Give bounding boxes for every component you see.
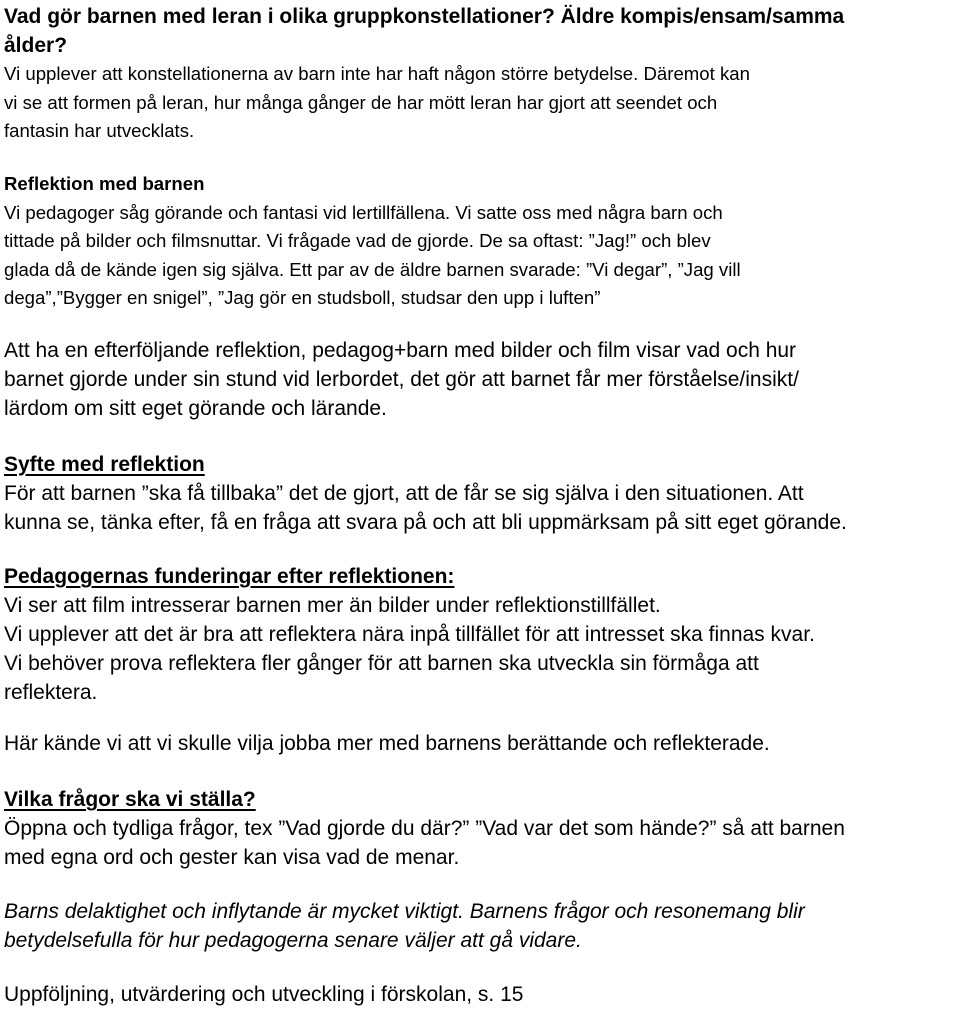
paragraph-line: fantasin har utvecklats. [4, 120, 195, 141]
paragraph-line: Att ha en efterföljande reflektion, pedagog+barn med bilder och film visar vad och hur [4, 339, 797, 362]
section-reflection-with-children [4, 170, 956, 313]
paragraph-line: kunna se, tänka efter, få en fråga att svara på och att bli uppmärksam på sitt eget görande. [4, 511, 847, 534]
paragraph-line: Vi behöver prova reflektera fler gånger för att barnen ska utveckla sin förmåga att [4, 652, 759, 675]
paragraph-line: För att barnen ”ska få tillbaka” det de gjort, att de får se sig själva i den situationen. Att [4, 482, 804, 505]
paragraph-line: Vi pedagoger såg görande och fantasi vid lertillfällena. Vi satte oss med några barn och [4, 201, 723, 223]
paragraph-line: Vi upplever att konstellationerna av barn inte har haft någon större betydelse. Däremot kan [4, 63, 750, 84]
paragraph-line: barnet gjorde under sin stund vid lerbordet, det gör att barnet får mer förståelse/insikt/ [4, 368, 799, 391]
paragraph-line: Här kände vi att vi skulle vilja jobba mer med barnens berättande och reflekterade. [4, 732, 770, 755]
educator-thoughts-heading: Pedagogernas funderingar efter reflektionen: [4, 565, 455, 588]
source-citation: Uppföljning, utvärdering och utveckling i förskolan, s. 15 [4, 983, 524, 1006]
source-footer [4, 980, 956, 1009]
section-educator-thoughts [4, 562, 956, 707]
section-questions [4, 785, 956, 872]
quote-line: betydelsefulla för hur pedagogerna senare väljer att gå vidare. [4, 929, 582, 952]
section-participation-quote [4, 897, 956, 955]
paragraph-line: tittade på bilder och filmsnuttar. Vi frågade vad de gjorde. De sa oftast: ”Jag!” och blev [4, 230, 711, 251]
paragraph-line: Vi ser att film intresserar barnen mer än bilder under reflektionstillfället. [4, 594, 661, 617]
quote-line: Barns delaktighet och inflytande är mycket viktigt. Barnens frågor och resonemang blir [4, 900, 805, 923]
section-follow-up-reflection [4, 336, 956, 423]
section-storytelling [4, 729, 956, 758]
questions-heading: Vilka frågor ska vi ställa? [4, 788, 256, 811]
reflection-heading: Reflektion med barnen [4, 173, 205, 194]
paragraph-line: med egna ord och gester kan visa vad de menar. [4, 846, 460, 869]
constellations-heading-line-1: Vad gör barnen med leran i olika gruppkonstellationer? Äldre kompis/ensam/samma [4, 5, 845, 28]
paragraph-line: Vi upplever att det är bra att reflektera nära inpå tillfället för att intresset ska finnas kvar. [4, 623, 815, 646]
paragraph-line: Öppna och tydliga frågor, tex ”Vad gjorde du där?” ”Vad var det som hände?” så att barnen [4, 817, 845, 840]
section-purpose [4, 450, 956, 537]
section-constellations [4, 2, 956, 146]
constellations-heading-line-2: ålder? [4, 34, 68, 57]
paragraph-line: dega”,”Bygger en snigel”, ”Jag gör en studsboll, studsar den upp i luften” [4, 287, 601, 308]
paragraph-line: lärdom om sitt eget görande och lärande. [4, 397, 387, 420]
paragraph-line: reflektera. [4, 681, 98, 704]
purpose-heading: Syfte med reflektion [4, 453, 205, 476]
paragraph-line: glada då de kände igen sig själva. Ett par av de äldre barnen svarade: ”Vi degar”, ”Jag vill [4, 258, 741, 280]
paragraph-line: vi se att formen på leran, hur många gånger de har mött leran har gjort att seendet och [4, 91, 718, 113]
